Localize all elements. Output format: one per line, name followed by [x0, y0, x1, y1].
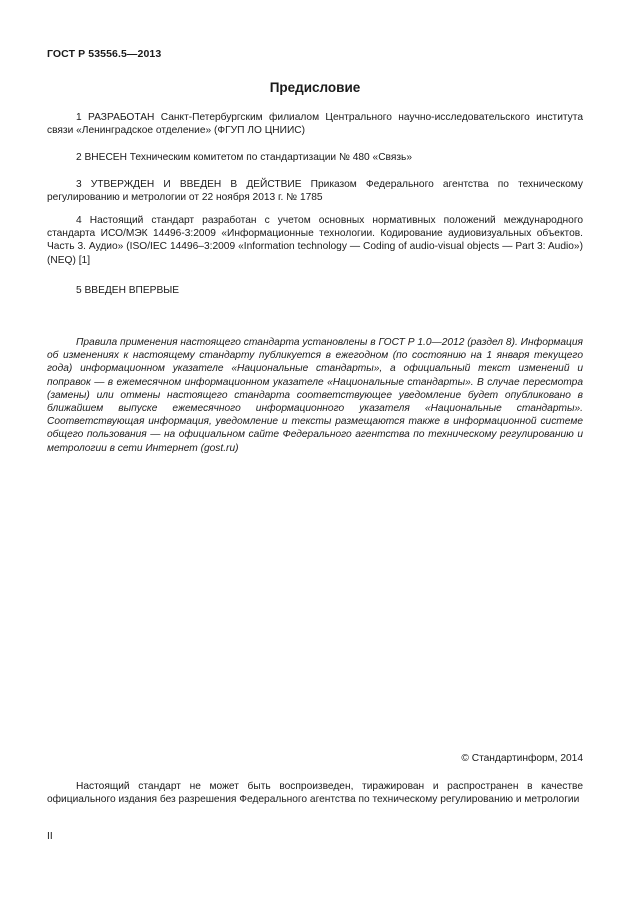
copyright-line: © Стандартинформ, 2014 [461, 753, 583, 764]
application-rules-notice: Правила применения настоящего стандарта установлены в ГОСТ Р 1.0—2012 (раздел 8). Информация об изменениях к настоящему стандарту публикуется в ежегодном (по состоянию на 1 января текущего года) информационном указателе «Национальные стандарты», а официальный текст изменений и поправок — в ежемесячном информационном указателе «Национальные стандарты». В случае пересмотра (замены) или отмены настоящего стандарта соответствующее уведомление будет опубликовано в ближайшем выпуске ежемесячного информационного указателя «Национальные стандарты». Соответствующая информация, уведомление и тексты размещаются также в информационной системе общего пользования — на официальном сайте Федерального агентства по техническому регулированию и метрологии в сети Интернет (gost.ru) [47, 337, 583, 454]
reproduction-notice: Настоящий стандарт не может быть воспроизведен, тиражирован и распространен в качестве официального издания без разрешения Федерального агентства по техническому регулированию и метрологии [47, 781, 583, 806]
page-title: Предисловие [269, 80, 361, 95]
foreword-item-4: 4 Настоящий стандарт разработан с учетом основных нормативных положений международного стандарта ИСО/МЭК 14496-3:2009 «Информационные технологии. Кодирование аудиовизуальных объектов. Часть 3. Аудио» (ISO/IEC 14496–3:2009 «Information technology — Coding of audio-visual objects — Part 3: Audio») (NEQ) [1] [47, 215, 583, 266]
foreword-item-3: 3 УТВЕРЖДЕН И ВВЕДЕН В ДЕЙСТВИЕ Приказом Федерального агентства по техническому регулированию и метрологии от 22 ноября 2013 г. № 1785 [47, 179, 583, 204]
foreword-item-5: 5 ВВЕДЕН ВПЕРВЫЕ [76, 285, 180, 296]
foreword-item-2: 2 ВНЕСЕН Техническим комитетом по стандартизации № 480 «Связь» [76, 152, 413, 163]
standard-code-header: ГОСТ Р 53556.5—2013 [47, 48, 162, 60]
foreword-item-1: 1 РАЗРАБОТАН Санкт-Петербургским филиалом Центрального научно-исследовательского института связи «Ленинградское отделение» (ФГУП ЛО ЦНИИС) [47, 112, 583, 137]
page-number: II [47, 831, 53, 842]
